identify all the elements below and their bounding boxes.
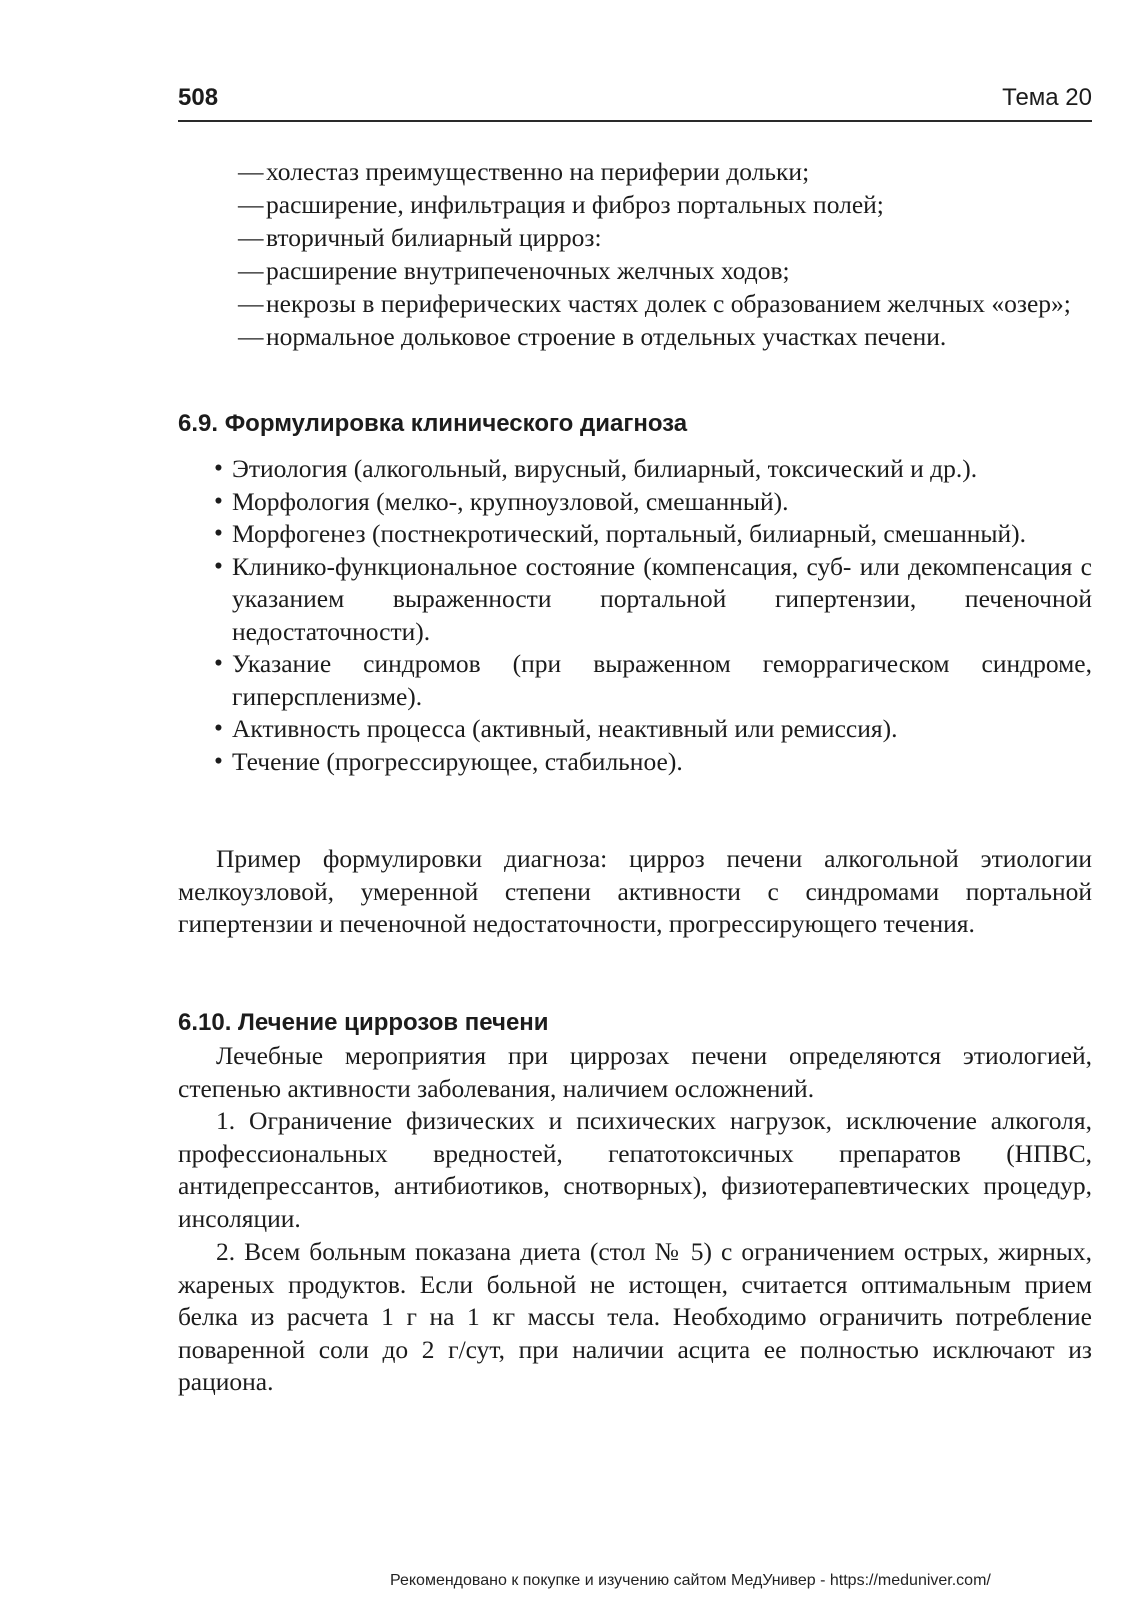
list-item-text: вторичный билиарный цирроз: [266,223,602,252]
list-item-text: нормальное дольковое строение в отдельных участках печени. [266,322,947,351]
list-item [238,320,1092,353]
dash-list [238,155,1092,353]
list-item-text: расширение внутрипеченочных желчных ходов; [266,256,790,285]
list-item [214,453,1092,486]
list-item-text: холестаз преимущественно на периферии дольки; [266,157,810,186]
dash-mark: — [238,289,264,318]
dash-mark: — [238,256,264,285]
bullet-mark: • [214,518,223,547]
treatment-paragraph: 2. Всем больным показана диета (стол № 5) с ограничением острых, жирных, жареных продуктов. Если больной не истощен, считается оптимальным прием белка из расчета 1 г на 1 кг массы тела. Необходимо ограничить потребление поваренной соли до 2 г/сут, при наличии асцита ее полностью исключают из рациона. [178,1237,1092,1396]
section-heading-6-10: 6.10. Лечение циррозов печени [178,1009,549,1036]
list-item-text: Морфогенез (постнекротический, портальный, билиарный, смешанный). [232,519,1027,548]
treatment-paragraph: 1. Ограничение физических и психических нагрузок, исключение алкоголя, профессиональных вредностей, гепатотоксичных препаратов (НПВС, антидепрессантов, антибиотиков, снотворных), физиотерапевтических процедур, инсоляции. [178,1106,1092,1233]
list-item-text: Морфология (мелко-, крупноузловой, смешанный). [232,486,789,516]
dash-mark: — [238,223,264,252]
list-item [238,188,1092,221]
bullet-mark: • [214,648,223,677]
list-item [238,287,1092,320]
list-item [214,518,1092,551]
bullet-mark: • [214,453,223,482]
list-item [214,551,1092,649]
bullet-mark: • [214,550,223,580]
list-item [238,254,1092,287]
list-item-text: Этиология (алкогольный, вирусный, билиарный, токсический и др.). [232,454,978,483]
list-item [214,648,1092,713]
dash-mark: — [238,157,264,186]
list-item-text: расширение, инфильтрация и фиброз портальных полей; [266,190,884,219]
bullet-list [214,453,1092,778]
footer-recommendation: Рекомендовано к покупке и изучению сайтом МедУнивер - https://meduniver.com/ [390,1572,991,1589]
bullet-mark: • [214,485,223,515]
list-item-text: Течение (прогрессирующее, стабильное). [232,746,683,776]
list-item [214,713,1092,746]
list-item [238,221,1092,254]
running-title: Тема 20 [1002,84,1092,111]
list-item-text: некрозы в периферических частях долек с образованием желчных «озер»; [266,289,1071,318]
list-item [214,746,1092,779]
page-header [178,84,1092,122]
treatment-paragraph: Лечебные мероприятия при циррозах печени определяются этиологией, степенью активности заболевания, наличием осложнений. [178,1041,1092,1103]
dash-mark: — [238,322,264,351]
list-item-text: Активность процесса (активный, неактивный или ремиссия). [232,714,898,743]
list-item-text: Указание синдромов (при выраженном геморрагическом синдроме, гиперспленизме). [232,649,1092,711]
list-item [214,486,1092,519]
diagnosis-example-paragraph: Пример формулировки диагноза: цирроз печени алкогольной этиологии мелкоузловой, умеренной степени активности с синдромами портальной гипертензии и печеночной недостаточности, прогрессирующего течения. [178,844,1092,938]
page-number: 508 [178,84,219,111]
list-item [238,155,1092,188]
bullet-mark: • [214,713,223,742]
list-item-text: Клинико-функциональное состояние (компенсация, суб- или декомпенсация с указанием выраженности портальной гипертензии, печеночной недостаточности). [232,551,1092,646]
section-heading-6-9: 6.9. Формулировка клинического диагноза [178,410,688,437]
bullet-mark: • [214,745,223,775]
dash-mark: — [238,190,264,219]
